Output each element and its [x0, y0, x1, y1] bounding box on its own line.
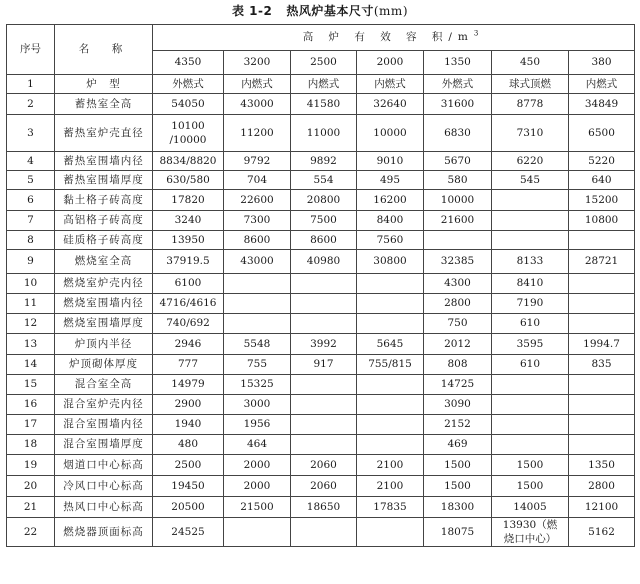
row-name: 混合室炉壳内径 — [55, 395, 153, 415]
table-row — [7, 171, 635, 190]
cell-380 — [569, 435, 635, 455]
cell-4350: 480 — [153, 435, 224, 455]
row-number: 4 — [7, 152, 55, 171]
cell-1350: 750 — [424, 314, 492, 334]
cell-4350: 13950 — [153, 231, 224, 250]
caption-unit: (mm) — [373, 4, 408, 18]
table-row — [7, 75, 635, 94]
row-number: 8 — [7, 231, 55, 250]
row-name: 炉顶内半径 — [55, 334, 153, 355]
table-row — [7, 497, 635, 518]
row-name: 混合室围墙厚度 — [55, 435, 153, 455]
cell-1350: 1500 — [424, 455, 492, 476]
cell-3200: 43000 — [224, 94, 291, 115]
row-name: 炉顶砌体厚度 — [55, 355, 153, 375]
cell-4350: 14979 — [153, 375, 224, 395]
cell-3200: 5548 — [224, 334, 291, 355]
table-row — [7, 455, 635, 476]
caption-title: 热风炉基本尺寸 — [286, 4, 374, 18]
cell-2500 — [291, 435, 357, 455]
header-seq: 序号 — [7, 25, 55, 75]
cell-4350: 54050 — [153, 94, 224, 115]
cell-4350: 630/580 — [153, 171, 224, 190]
cell-3200: 2000 — [224, 455, 291, 476]
header-name: 名 称 — [55, 25, 153, 75]
cell-3200: 1956 — [224, 415, 291, 435]
row-number: 20 — [7, 476, 55, 497]
cell-1350: 2800 — [424, 294, 492, 314]
row-name: 混合室全高 — [55, 375, 153, 395]
cell-1350: 32385 — [424, 250, 492, 274]
cell-1350: 18300 — [424, 497, 492, 518]
row-number: 2 — [7, 94, 55, 115]
row-number: 9 — [7, 250, 55, 274]
cell-2500 — [291, 415, 357, 435]
row-name: 混合室围墙内径 — [55, 415, 153, 435]
cell-380 — [569, 231, 635, 250]
cell-4350: 外燃式 — [153, 75, 224, 94]
cell-2500: 41580 — [291, 94, 357, 115]
cell-3200: 内燃式 — [224, 75, 291, 94]
cell-450: 14005 — [492, 497, 569, 518]
cell-380 — [569, 375, 635, 395]
cell-450 — [492, 231, 569, 250]
cell-1350: 3090 — [424, 395, 492, 415]
cell-2000 — [357, 518, 424, 547]
header-volume-2: 2500 — [291, 51, 357, 75]
row-number: 17 — [7, 415, 55, 435]
cell-1350: 21600 — [424, 211, 492, 231]
table-row — [7, 250, 635, 274]
header-volume-5: 450 — [492, 51, 569, 75]
cell-380: 10800 — [569, 211, 635, 231]
cell-2500 — [291, 274, 357, 294]
row-name: 冷风口中心标高 — [55, 476, 153, 497]
cell-450: 3595 — [492, 334, 569, 355]
row-number: 21 — [7, 497, 55, 518]
cell-3200: 464 — [224, 435, 291, 455]
cell-380 — [569, 415, 635, 435]
cell-2500: 917 — [291, 355, 357, 375]
cell-4350: 1940 — [153, 415, 224, 435]
hot-stove-dimensions-table — [6, 24, 635, 547]
cell-450: 545 — [492, 171, 569, 190]
table-row — [7, 274, 635, 294]
cell-4350: 10100 /10000 — [153, 115, 224, 152]
cell-450: 7190 — [492, 294, 569, 314]
cell-450: 球式顶燃 — [492, 75, 569, 94]
row-name: 燃烧室围墙厚度 — [55, 314, 153, 334]
cell-1350: 外燃式 — [424, 75, 492, 94]
cell-4350: 2900 — [153, 395, 224, 415]
header-volume-6: 380 — [569, 51, 635, 75]
cell-380 — [569, 314, 635, 334]
cell-380: 640 — [569, 171, 635, 190]
cell-380 — [569, 294, 635, 314]
cell-3200: 7300 — [224, 211, 291, 231]
row-name: 燃烧室围墙内径 — [55, 294, 153, 314]
cell-2500: 20800 — [291, 190, 357, 211]
cell-380 — [569, 395, 635, 415]
row-name: 蓄热室全高 — [55, 94, 153, 115]
cell-2500: 40980 — [291, 250, 357, 274]
row-name: 燃烧室炉壳内径 — [55, 274, 153, 294]
cell-1350: 10000 — [424, 190, 492, 211]
cell-3200 — [224, 518, 291, 547]
cell-1350: 6830 — [424, 115, 492, 152]
row-number: 15 — [7, 375, 55, 395]
table-caption — [0, 2, 640, 19]
cell-4350: 777 — [153, 355, 224, 375]
row-number: 19 — [7, 455, 55, 476]
cell-450: 6220 — [492, 152, 569, 171]
cell-380: 6500 — [569, 115, 635, 152]
table-row — [7, 395, 635, 415]
cell-380: 28721 — [569, 250, 635, 274]
cell-3200: 9792 — [224, 152, 291, 171]
cell-1350: 1500 — [424, 476, 492, 497]
cell-2500: 11000 — [291, 115, 357, 152]
row-number: 3 — [7, 115, 55, 152]
cell-2000: 7560 — [357, 231, 424, 250]
table-row — [7, 211, 635, 231]
cell-1350: 31600 — [424, 94, 492, 115]
cell-450 — [492, 375, 569, 395]
table-row — [7, 334, 635, 355]
cell-3200: 15325 — [224, 375, 291, 395]
cell-2000: 5645 — [357, 334, 424, 355]
cell-380 — [569, 274, 635, 294]
cell-450 — [492, 435, 569, 455]
row-name: 硅质格子砖高度 — [55, 231, 153, 250]
cell-3200: 704 — [224, 171, 291, 190]
cell-2000: 8400 — [357, 211, 424, 231]
cell-3200: 43000 — [224, 250, 291, 274]
row-name: 蓄热室围墙内径 — [55, 152, 153, 171]
cell-2500 — [291, 375, 357, 395]
cell-380: 2800 — [569, 476, 635, 497]
cell-450: 610 — [492, 355, 569, 375]
table-row — [7, 314, 635, 334]
row-name: 热风口中心标高 — [55, 497, 153, 518]
header-volume-label: 高 炉 有 效 容 积/m — [302, 31, 474, 43]
cell-450 — [492, 415, 569, 435]
cell-380: 5220 — [569, 152, 635, 171]
cell-4350: 740/692 — [153, 314, 224, 334]
cell-380: 15200 — [569, 190, 635, 211]
cell-380: 内燃式 — [569, 75, 635, 94]
cell-380: 5162 — [569, 518, 635, 547]
cell-2000: 10000 — [357, 115, 424, 152]
cell-3200: 755 — [224, 355, 291, 375]
cell-3200: 11200 — [224, 115, 291, 152]
row-number: 11 — [7, 294, 55, 314]
cell-3200 — [224, 274, 291, 294]
header-volume-group — [153, 25, 635, 51]
header-volume-1: 3200 — [224, 51, 291, 75]
cell-1350: 2152 — [424, 415, 492, 435]
table-row — [7, 355, 635, 375]
cell-3200: 8600 — [224, 231, 291, 250]
cell-2500: 3992 — [291, 334, 357, 355]
cell-1350: 5670 — [424, 152, 492, 171]
cell-2000: 17835 — [357, 497, 424, 518]
row-number: 12 — [7, 314, 55, 334]
cell-4350: 2500 — [153, 455, 224, 476]
cell-450: 610 — [492, 314, 569, 334]
cell-2500: 9892 — [291, 152, 357, 171]
row-name: 燃烧室全高 — [55, 250, 153, 274]
cell-2000: 495 — [357, 171, 424, 190]
cell-1350: 14725 — [424, 375, 492, 395]
cell-2500: 554 — [291, 171, 357, 190]
row-number: 10 — [7, 274, 55, 294]
cell-3200: 22600 — [224, 190, 291, 211]
row-name: 高铝格子砖高度 — [55, 211, 153, 231]
cell-3200 — [224, 294, 291, 314]
cell-2500 — [291, 314, 357, 334]
row-number: 7 — [7, 211, 55, 231]
cell-2000: 30800 — [357, 250, 424, 274]
table-row — [7, 294, 635, 314]
table-body — [7, 75, 635, 547]
cell-2000: 2100 — [357, 476, 424, 497]
header-volume-0: 4350 — [153, 51, 224, 75]
table-row — [7, 115, 635, 152]
cell-3200 — [224, 314, 291, 334]
cell-1350: 808 — [424, 355, 492, 375]
cell-2000 — [357, 375, 424, 395]
cell-2500: 内燃式 — [291, 75, 357, 94]
row-name: 燃烧器顶面标高 — [55, 518, 153, 547]
cell-2500 — [291, 294, 357, 314]
cell-2000 — [357, 435, 424, 455]
cell-1350: 2012 — [424, 334, 492, 355]
row-number: 6 — [7, 190, 55, 211]
cell-1350 — [424, 231, 492, 250]
row-number: 18 — [7, 435, 55, 455]
cell-380: 835 — [569, 355, 635, 375]
cell-450: 8778 — [492, 94, 569, 115]
cell-2000: 9010 — [357, 152, 424, 171]
row-name: 烟道口中心标高 — [55, 455, 153, 476]
cell-2500 — [291, 395, 357, 415]
cell-2000 — [357, 395, 424, 415]
cell-4350: 17820 — [153, 190, 224, 211]
cell-4350: 6100 — [153, 274, 224, 294]
caption-number: 表 1-2 — [232, 4, 273, 18]
cell-2500 — [291, 518, 357, 547]
row-number: 1 — [7, 75, 55, 94]
cell-380: 12100 — [569, 497, 635, 518]
cell-2000 — [357, 314, 424, 334]
cell-450: 8133 — [492, 250, 569, 274]
cell-4350: 24525 — [153, 518, 224, 547]
cell-1350: 580 — [424, 171, 492, 190]
cell-2500: 7500 — [291, 211, 357, 231]
cell-1350: 18075 — [424, 518, 492, 547]
cell-2000: 16200 — [357, 190, 424, 211]
cell-4350: 37919.5 — [153, 250, 224, 274]
cell-450: 1500 — [492, 476, 569, 497]
table-row — [7, 375, 635, 395]
cell-2500: 2060 — [291, 476, 357, 497]
cell-4350: 20500 — [153, 497, 224, 518]
header-volume-sup: 3 — [473, 29, 485, 38]
cell-3200: 21500 — [224, 497, 291, 518]
cell-4350: 3240 — [153, 211, 224, 231]
table-row — [7, 94, 635, 115]
cell-450: 13930（燃 烧口中心） — [492, 518, 569, 547]
cell-2000 — [357, 415, 424, 435]
cell-2000: 2100 — [357, 455, 424, 476]
cell-2000: 32640 — [357, 94, 424, 115]
header-volume-4: 1350 — [424, 51, 492, 75]
cell-4350: 19450 — [153, 476, 224, 497]
row-number: 5 — [7, 171, 55, 190]
table-row — [7, 231, 635, 250]
cell-450 — [492, 395, 569, 415]
cell-4350: 4716/4616 — [153, 294, 224, 314]
cell-450 — [492, 190, 569, 211]
cell-3200: 3000 — [224, 395, 291, 415]
table-row — [7, 518, 635, 547]
table-row — [7, 415, 635, 435]
cell-2000 — [357, 294, 424, 314]
cell-2000: 755/815 — [357, 355, 424, 375]
table-row — [7, 152, 635, 171]
row-number: 22 — [7, 518, 55, 547]
row-name: 炉 型 — [55, 75, 153, 94]
row-name: 黏土格子砖高度 — [55, 190, 153, 211]
cell-380: 1350 — [569, 455, 635, 476]
row-number: 14 — [7, 355, 55, 375]
cell-450 — [492, 211, 569, 231]
cell-2000: 内燃式 — [357, 75, 424, 94]
row-number: 13 — [7, 334, 55, 355]
cell-1350: 469 — [424, 435, 492, 455]
cell-2500: 8600 — [291, 231, 357, 250]
cell-3200: 2000 — [224, 476, 291, 497]
table-row — [7, 435, 635, 455]
cell-380: 1994.7 — [569, 334, 635, 355]
row-name: 蓄热室围墙厚度 — [55, 171, 153, 190]
cell-450: 1500 — [492, 455, 569, 476]
cell-4350: 2946 — [153, 334, 224, 355]
cell-1350: 4300 — [424, 274, 492, 294]
cell-380: 34849 — [569, 94, 635, 115]
cell-2500: 18650 — [291, 497, 357, 518]
header-volume-3: 2000 — [357, 51, 424, 75]
cell-2500: 2060 — [291, 455, 357, 476]
row-name: 蓄热室炉壳直径 — [55, 115, 153, 152]
table-row — [7, 476, 635, 497]
cell-450: 7310 — [492, 115, 569, 152]
cell-4350: 8834/8820 — [153, 152, 224, 171]
table-row — [7, 190, 635, 211]
row-number: 16 — [7, 395, 55, 415]
cell-2000 — [357, 274, 424, 294]
cell-450: 8410 — [492, 274, 569, 294]
